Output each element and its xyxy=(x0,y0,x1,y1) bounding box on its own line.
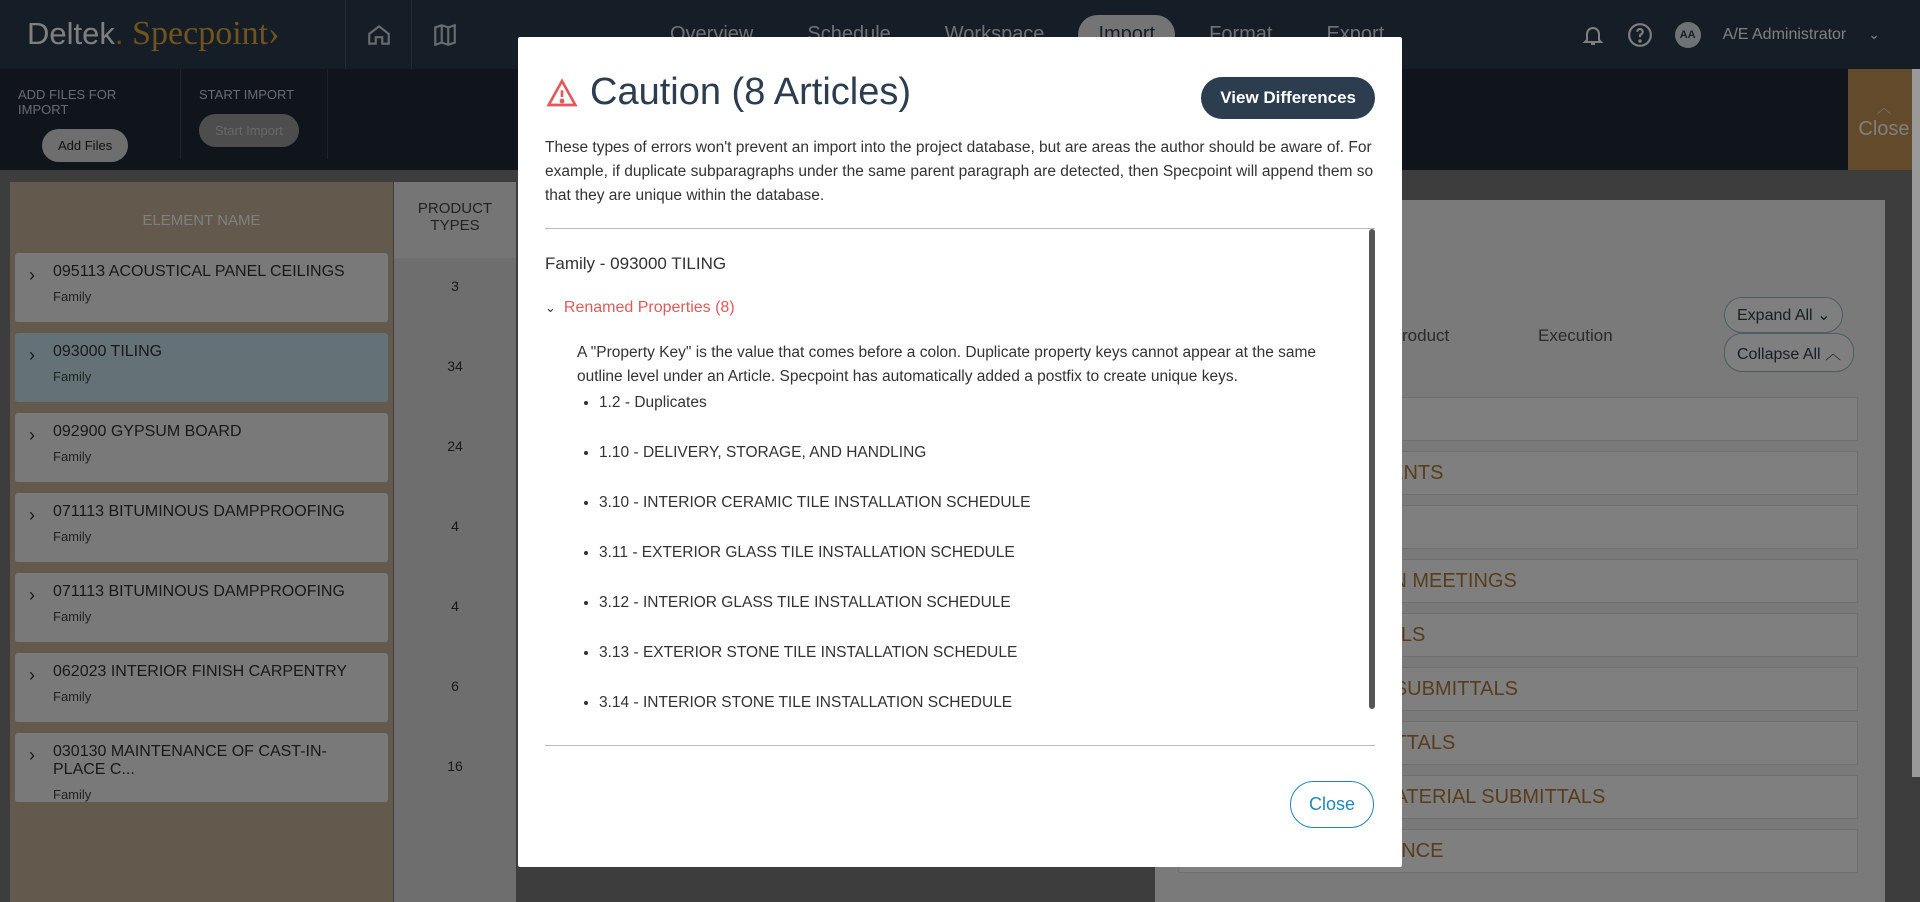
list-item: • 3.11 - EXTERIOR GLASS TILE INSTALLATION SCHEDULE xyxy=(599,541,1031,591)
dialog-description: These types of errors won't prevent an import into the project database, but are areas the author should be aware of. For example, if duplicate subparagraphs under the same parent paragraph are detected, then Specpoint will append them so that they are unique within the database. xyxy=(545,139,1374,204)
list-item: • 3.13 - EXTERIOR STONE TILE INSTALLATION SCHEDULE xyxy=(599,641,1031,691)
list-item: • 3.14 - INTERIOR STONE TILE INSTALLATION SCHEDULE xyxy=(599,691,1031,741)
dialog-title: Caution (8 Articles) xyxy=(590,71,912,113)
page-scrollbar[interactable] xyxy=(1912,69,1920,777)
list-item: • 3.12 - INTERIOR GLASS TILE INSTALLATION SCHEDULE xyxy=(599,591,1031,641)
close-dialog-button[interactable]: Close xyxy=(1290,781,1374,828)
property-key-explanation: A "Property Key" is the value that comes before a colon. Duplicate property keys cannot appear at the same outline level under an Article. Specpoint has automatically added a postfix to create unique keys. xyxy=(577,344,1317,385)
list-item: • 3.10 - INTERIOR CERAMIC TILE INSTALLATION SCHEDULE xyxy=(599,491,1031,541)
renamed-properties-label: Renamed Properties (8) xyxy=(563,299,735,316)
caution-details-box xyxy=(545,228,1375,746)
list-item: • 1.2 - Duplicates xyxy=(599,391,1031,441)
details-scrollbar[interactable] xyxy=(1369,229,1375,709)
list-item: • 1.10 - DELIVERY, STORAGE, AND HANDLING xyxy=(599,441,1031,491)
warning-icon xyxy=(546,77,578,109)
family-title: Family - 093000 TILING xyxy=(545,254,727,273)
chevron-down-icon: ⌄ xyxy=(545,300,556,315)
view-differences-button[interactable]: View Differences xyxy=(1201,77,1375,119)
renamed-properties-toggle[interactable] xyxy=(545,299,735,317)
dialog-header xyxy=(546,71,911,114)
caution-dialog xyxy=(518,37,1402,867)
renamed-properties-list xyxy=(599,391,1031,741)
